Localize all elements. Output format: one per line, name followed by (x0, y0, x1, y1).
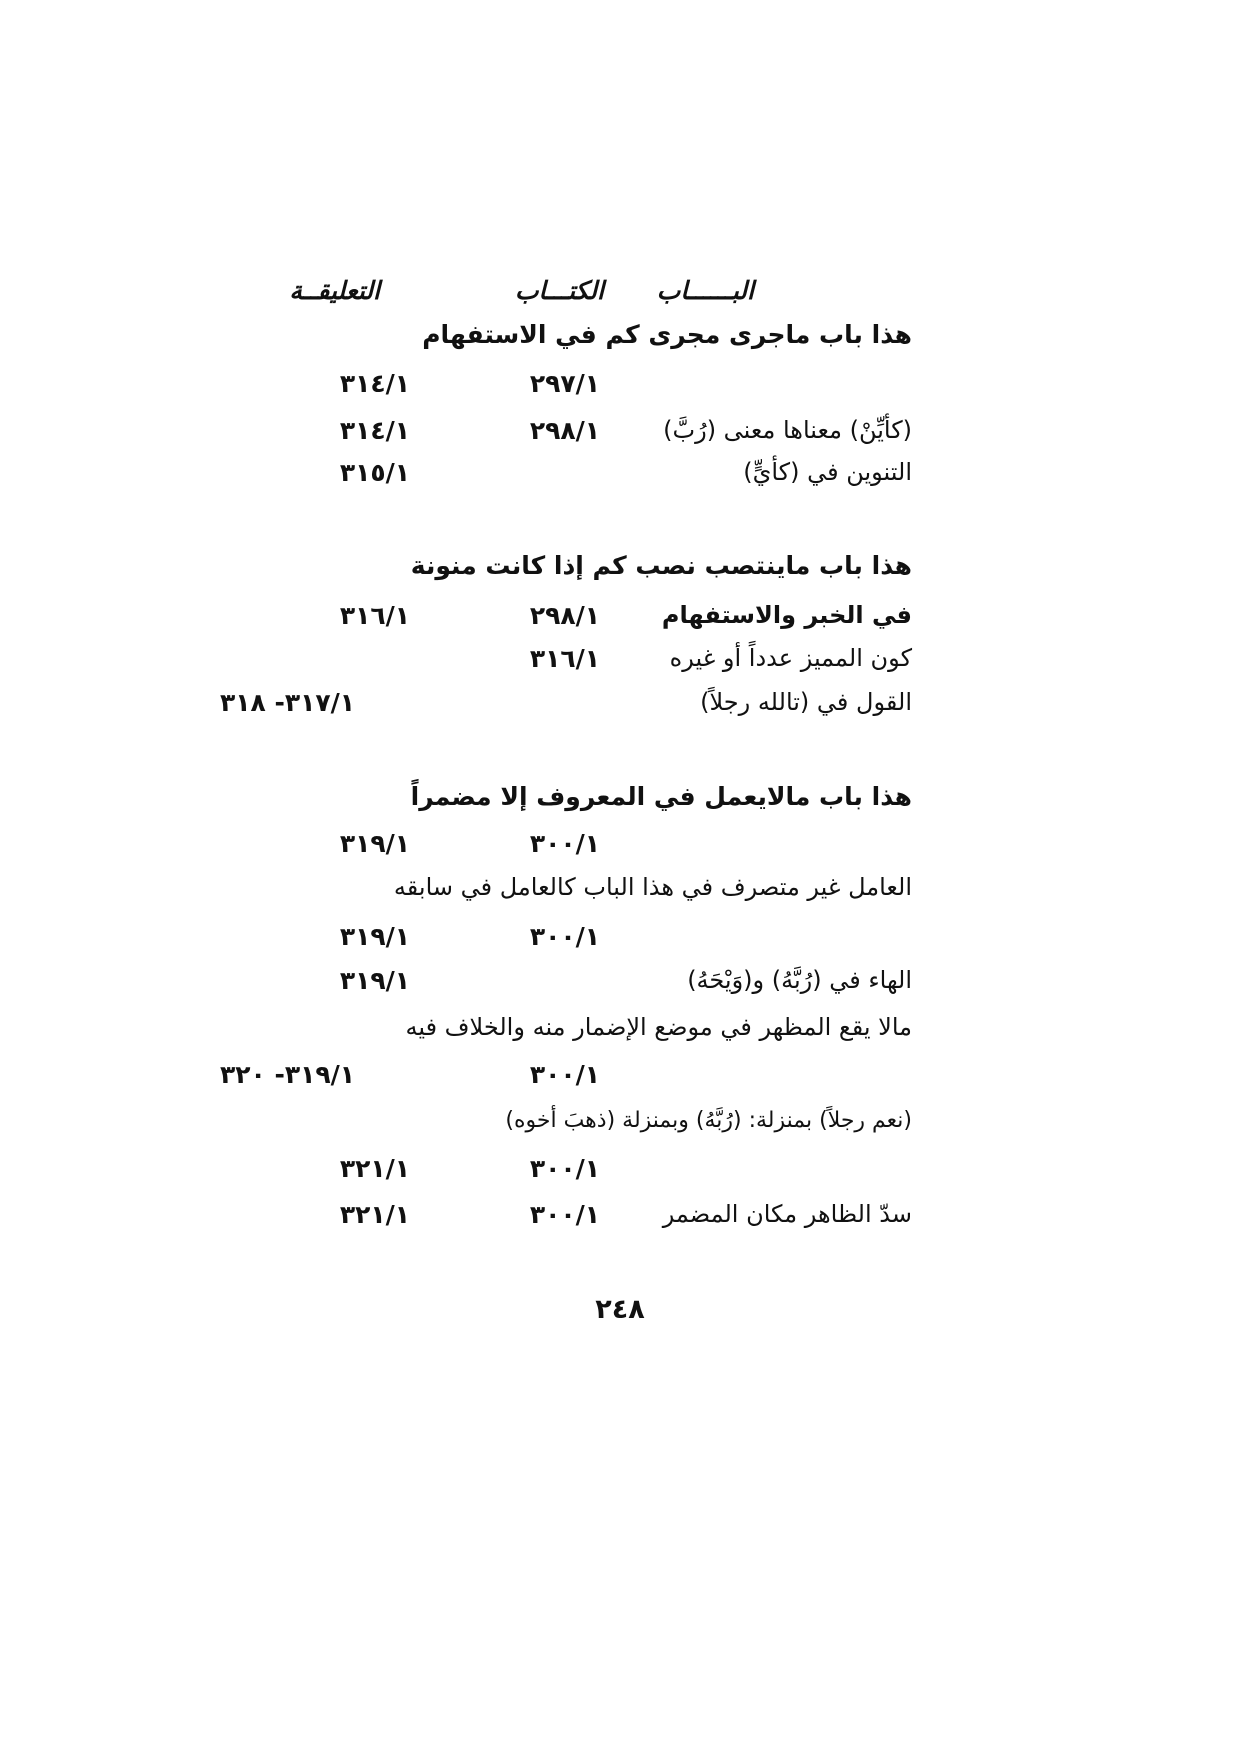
book-reference: ٣٠٠/١ (529, 1200, 600, 1229)
column-header-chapter: البــــــاب (656, 276, 754, 305)
commentary-reference: ٣١٤/١ (339, 369, 410, 398)
book-reference: ٣٠٠/١ (529, 829, 600, 858)
entry-subject: في الخبر والاستفهام (661, 601, 912, 629)
section-heading: هذا باب ماجرى مجرى كم في الاستفهام (422, 320, 912, 349)
book-reference: ٢٩٧/١ (529, 369, 600, 398)
book-reference: ٢٩٨/١ (529, 416, 600, 445)
commentary-reference: ٣١٧/١- ٣١٨ (220, 688, 356, 717)
entry-subject: سدّ الظاهر مكان المضمر (662, 1200, 912, 1228)
book-reference: ٣٠٠/١ (529, 1060, 600, 1089)
section-heading: هذا باب مالايعمل في المعروف إلا مضمراً (410, 782, 912, 811)
book-reference: ٣١٦/١ (529, 644, 600, 673)
commentary-reference: ٣١٤/١ (339, 416, 410, 445)
book-reference: ٣٠٠/١ (529, 1154, 600, 1183)
entry-subject: العامل غير متصرف في هذا الباب كالعامل في سابقه (393, 873, 912, 901)
section-heading: هذا باب ماينتصب نصب كم إذا كانت منونة (410, 551, 912, 580)
book-reference: ٣٠٠/١ (529, 922, 600, 951)
commentary-reference: ٣١٩/١ (339, 966, 410, 995)
commentary-reference: ٣١٥/١ (339, 458, 410, 487)
commentary-reference: ٣٢١/١ (339, 1154, 410, 1183)
entry-subject: التنوين في (كأيٍّ) (743, 458, 912, 486)
entry-subject: (نعم رجلاً) بمنزلة: (رُبَّهُ) وبمنزلة (ذهبَ أخوه) (505, 1108, 912, 1133)
commentary-reference: ٣١٩/١- ٣٢٠ (220, 1060, 356, 1089)
commentary-reference: ٣١٩/١ (339, 922, 410, 951)
page-number: ٢٤٨ (595, 1294, 645, 1325)
commentary-reference: ٣١٩/١ (339, 829, 410, 858)
entry-subject: (كأيِّنْ) معناها معنى (رُبَّ) (663, 416, 912, 444)
entry-subject: الهاء في (رُبَّهُ) و(وَيْحَهُ) (687, 966, 912, 994)
column-header-commentary: التعليقــة (289, 276, 380, 305)
entry-subject: مالا يقع المظهر في موضع الإضمار منه والخلاف فيه (405, 1013, 912, 1041)
commentary-reference: ٣١٦/١ (339, 601, 410, 630)
commentary-reference: ٣٢١/١ (339, 1200, 410, 1229)
column-header-book: الكتـــاب (514, 276, 604, 305)
entry-subject: القول في (تالله رجلاً) (700, 688, 912, 716)
book-reference: ٢٩٨/١ (529, 601, 600, 630)
entry-subject: كون المميز عدداً أو غيره (669, 644, 912, 672)
